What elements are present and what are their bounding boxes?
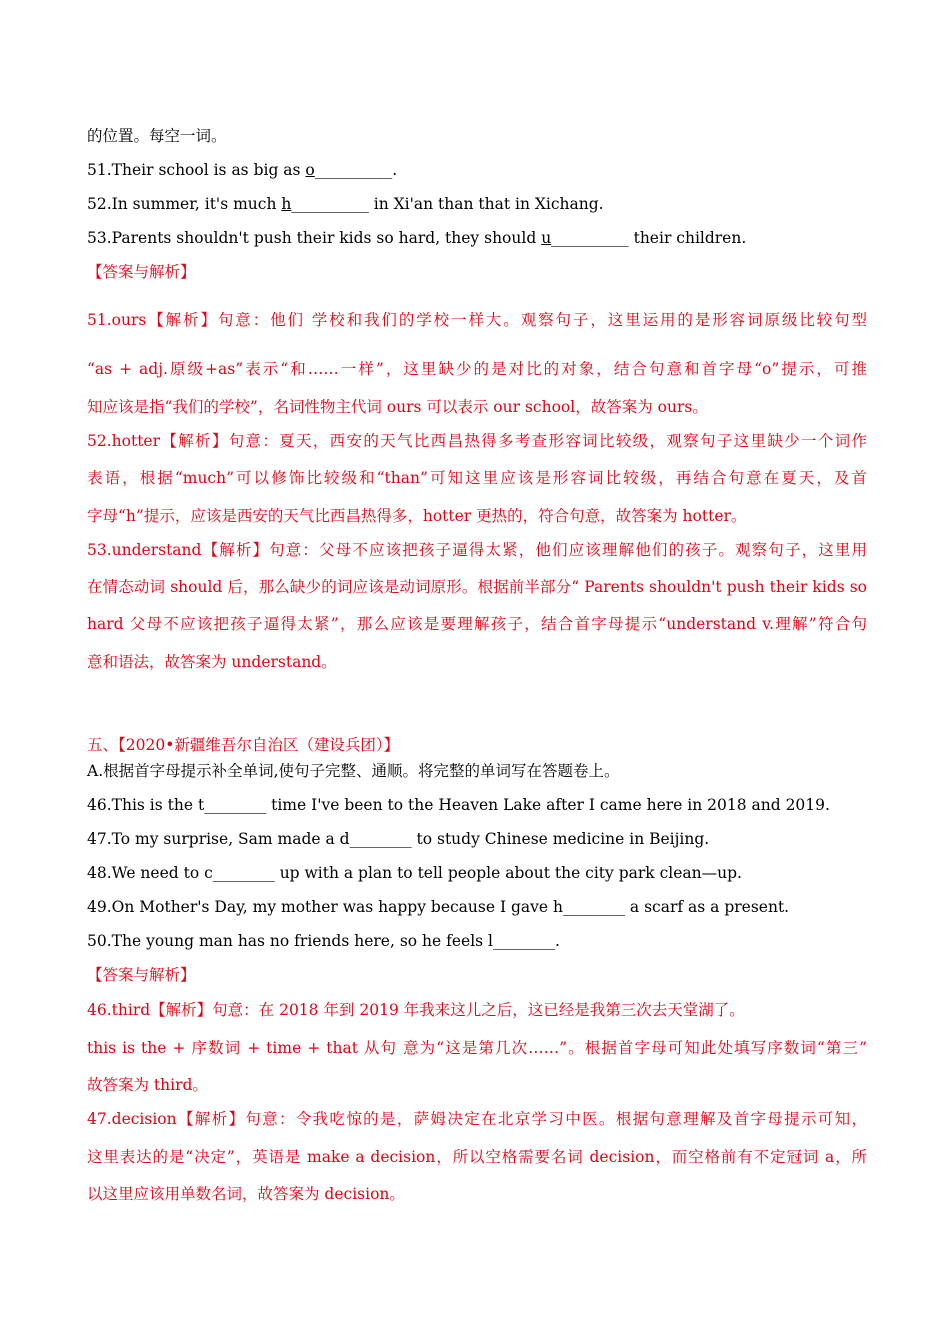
answer-52-line: 52.hotter【解析】句意：夏天，西安的天气比西昌热得多考查形容词比较级，观察句子这里缺少一个词作 [87, 432, 867, 450]
answer-53-line: 53.understand【解析】句意：父母不应该把孩子逼得太紧，他们应该理解他们的孩子。观察句子，这里用 [87, 541, 867, 559]
answer-52-line: 表语，根据“much”可以修饰比较级和“than”可知这里应该是形容词比较级，再结合句意在夏天，及首 [87, 469, 867, 487]
answer-46-line: 故答案为 third。 [87, 1076, 208, 1094]
answer-47-line: 这里表达的是“决定”，英语是 make a decision，所以空格需要名词 decision，而空格前有不定冠词 a，所 [87, 1148, 867, 1166]
answer-blank: __________ [291, 195, 369, 213]
question-47: 47.To my surprise, Sam made a d________ to study Chinese medicine in Beijing. [87, 830, 710, 848]
answer-51-line: “as + adj.原级+as”表示“和……一样”，这里缺少的是对比的对象，结合句意和首字母“o”提示，可推 [87, 360, 867, 378]
answer-blank: __________ [314, 161, 393, 179]
answer-47-line: 47.decision【解析】句意：令我吃惊的是，萨姆决定在北京学习中医。根据句意理解及首字母提示可知， [87, 1110, 867, 1128]
answer-52-line: 字母“h”提示，应该是西安的天气比西昌热得多，hotter 更热的，符合句意，故答案为 hotter。 [87, 507, 747, 525]
section-title: 五、【2020•新疆维吾尔自治区（建设兵团）】 [87, 736, 400, 754]
question-49: 49.On Mother's Day, my mother was happy because I gave h________ a scarf as a present. [87, 898, 790, 916]
answer-53-line: 在情态动词 should 后，那么缺少的词应该是动词原形。根据前半部分“ Parents shouldn't push their kids so [87, 578, 867, 596]
question-46: 46.This is the t________ time I've been to the Heaven Lake after I came here in 2018 and 2019. [87, 796, 830, 814]
answer-53-line: 意和语法，故答案为 understand。 [87, 653, 337, 671]
question-48: 48.We need to c________ up with a plan to tell people about the city park clean—up. [87, 864, 742, 882]
question-50: 50.The young man has no friends here, so he feels l________. [87, 932, 560, 950]
instruction-text: A.根据首字母提示补全单词,使句子完整、通顺。将完整的单词写在答题卷上。 [87, 762, 620, 780]
answer-53-line: hard 父母不应该把孩子逼得太紧”，那么应该是要理解孩子，结合首字母提示“understand v.理解”符合句 [87, 615, 867, 633]
answer-blank: __________ [551, 229, 629, 247]
question-52: 52.In summer, it's much h__________ in Xi'an than that in Xichang. [87, 195, 604, 213]
answer-46-line: this is the + 序数词 + time + that 从句 意为“这是第几次……”。根据首字母可知此处填写序数词“第三” [87, 1039, 867, 1057]
initial-letter: h [281, 195, 292, 213]
answer-header: 【答案与解析】 [87, 966, 196, 984]
answer-header: 【答案与解析】 [87, 263, 196, 281]
question-51: 51.Their school is as big as o__________. [87, 161, 398, 179]
answer-46-line: 46.third【解析】句意：在 2018 年到 2019 年我来这儿之后，这已经是我第三次去天堂湖了。 [87, 1001, 745, 1019]
answer-47-line: 以这里应该用单数名词，故答案为 decision。 [87, 1185, 405, 1203]
answer-51-line: 知应该是指“我们的学校”，名词性物主代词 ours 可以表示 our school，故答案为 ours。 [87, 398, 708, 416]
answer-51-line: 51.ours【解析】句意：他们 学校和我们的学校一样大。观察句子，这里运用的是形容词原级比较句型 [87, 311, 867, 329]
initial-letter: u [541, 229, 552, 247]
question-53: 53.Parents shouldn't push their kids so hard, they should u__________ their children. [87, 229, 747, 247]
initial-letter: o [305, 161, 315, 179]
instruction-text: 的位置。每空一词。 [87, 127, 227, 145]
